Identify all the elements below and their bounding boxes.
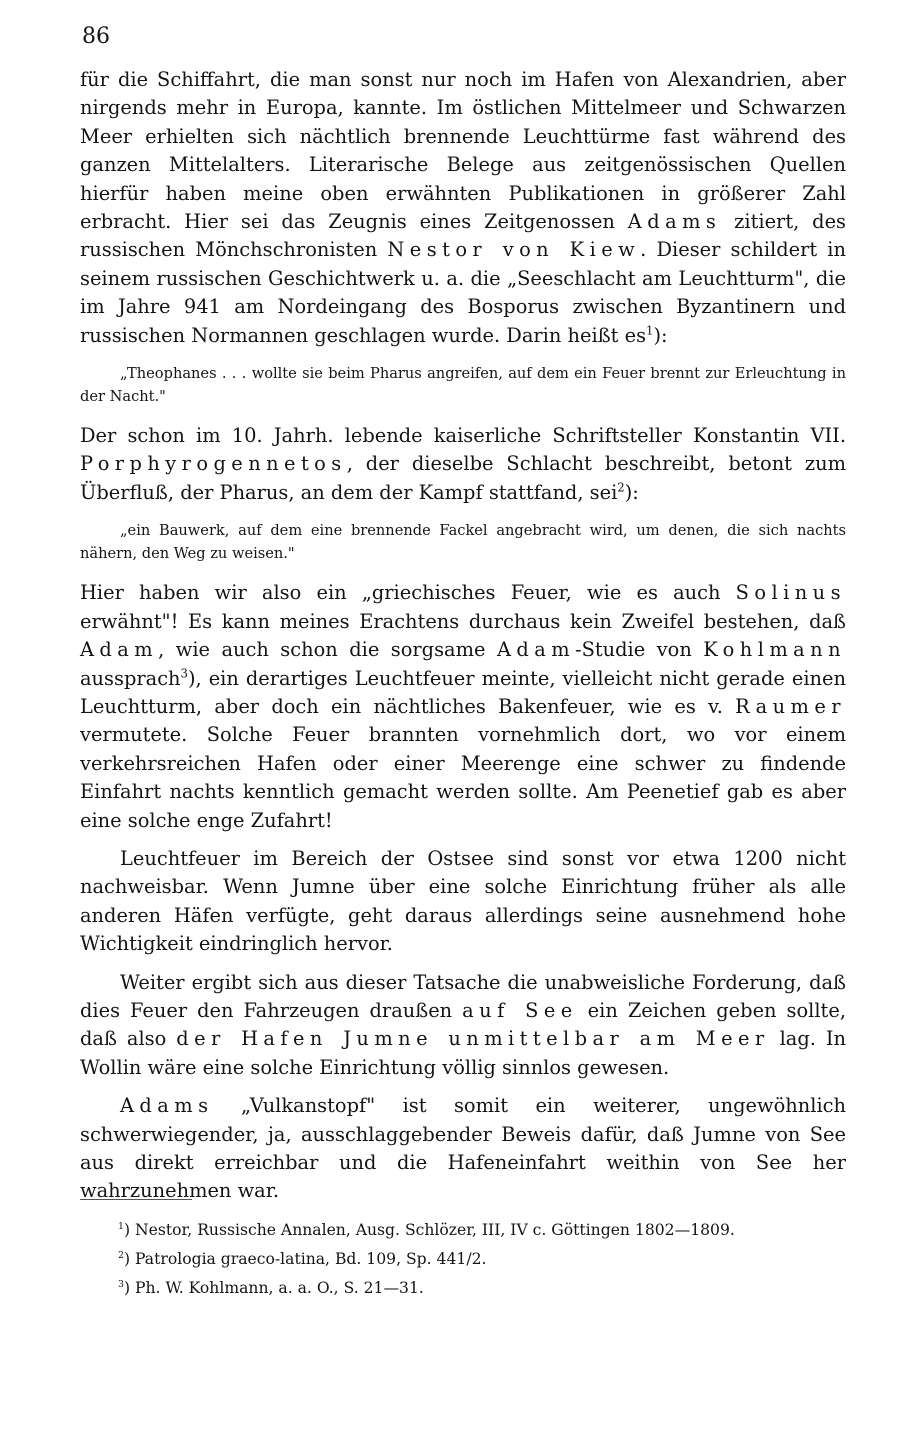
p2-text-a: Der schon im 10. Jahrh. lebende kaiserliche Schriftsteller Konstantin VII. <box>80 424 846 448</box>
footnote-mark-1: 1 <box>118 1220 124 1232</box>
paragraph-3 <box>80 579 846 835</box>
footnote-ref-3: 3 <box>180 666 188 681</box>
paragraph-5 <box>80 969 846 1083</box>
body-text <box>80 66 846 1206</box>
p1-name-nestor: Nestor von Kiew <box>387 238 641 262</box>
p3-text-d: -Studie von <box>575 638 704 662</box>
p6-text-a: „Vulkanstopf" ist somit ein weiterer, ungewöhnlich schwerwiegender, ja, ausschlaggebender Beweis dafür, daß Jumne von See aus direkt erreichbar und die Hafeneinfahrt weithin von See her wahrzunehmen war. <box>80 1094 846 1203</box>
p3-text-e: aussprach <box>80 666 181 690</box>
footnote-text-2: ) Patrologia graeco-latina, Bd. 109, Sp. 441/2. <box>123 1250 487 1268</box>
p1-name-adams: Adams <box>627 210 722 234</box>
p1-text-c: . Dieser schildert in seinem russischen Geschichtwerk u. a. die „Seeschlacht am Leuchtturm", die im Jahre 941 am Nordeingang des Bosporus zwischen Byzantinern und russischen Normannen geschlagen wurde. Darin heißt es <box>80 238 846 347</box>
p3-text-f: ), ein derartiges Leuchtfeuer meinte, vielleicht nicht gerade einen Leuchtturm, aber doch ein nächtliches Bakenfeuer, wie es v. <box>80 666 846 718</box>
footnotes <box>118 1216 848 1303</box>
footnote-3 <box>118 1274 848 1303</box>
p3-name-solinus: Solinus <box>735 581 846 605</box>
footnote-mark-3: 3 <box>118 1278 124 1290</box>
p3-name-raumer: Raumer <box>735 694 846 718</box>
p3-text-c: , wie auch schon die sorgsame <box>158 638 497 662</box>
paragraph-6 <box>80 1092 846 1206</box>
p3-name-kohlmann: Kohlmann <box>703 638 846 662</box>
p1-text-d: ): <box>653 323 668 347</box>
quote-bauwerk: „ein Bauwerk, auf dem eine brennende Fackel angebracht wird, um denen, die sich nachts nähern, den Weg zu weisen." <box>80 522 846 563</box>
footnote-2 <box>118 1245 848 1274</box>
p5-emph-hafen-jumne: der Hafen Jumne unmittelbar am Meer <box>176 1027 770 1051</box>
footnote-text-1: ) Nestor, Russische Annalen, Ausg. Schlözer, III, IV c. Göttingen 1802—1809. <box>123 1221 735 1239</box>
p3-name-adam-2: Adam <box>496 638 576 662</box>
p3-text-g: vermutete. Solche Feuer brannten vornehmlich dort, wo vor einem verkehrsreichen Hafen oder einer Meerenge eine schwer zu findende Einfahrt nachts kenntlich gemacht werden sollte. Am Peenetief gab es aber eine solche enge Zufahrt! <box>80 723 846 832</box>
p5-text-c: lag. In Wollin wäre eine solche Einrichtung völlig sinnlos gewesen. <box>80 1027 847 1079</box>
p2-text-b: , der dieselbe Schlacht beschreibt, betont zum Überfluß, der Pharus, an dem der Kampf stattfand, sei <box>80 452 846 504</box>
page-number: 86 <box>82 24 110 49</box>
footnote-mark-2: 2 <box>118 1249 124 1261</box>
footnote-1 <box>118 1216 848 1245</box>
footnote-ref-1: 1 <box>646 323 654 338</box>
p3-text-b: erwähnt"! Es kann meines Erachtens durchaus kein Zweifel bestehen, daß <box>80 609 846 633</box>
footnote-text-3: ) Ph. W. Kohlmann, a. a. O., S. 21—31. <box>123 1279 424 1297</box>
paragraph-4: Leuchtfeuer im Bereich der Ostsee sind sonst vor etwa 1200 nicht nachweisbar. Wenn Jumne über eine solche Einrichtung früher als alle anderen Häfen verfügte, geht daraus allerdings seine ausnehmend hohe Wichtigkeit eindringlich hervor. <box>80 846 846 956</box>
p2-name-porphyrogennetos: Porphyrogennetos <box>80 452 347 476</box>
footnote-ref-2: 2 <box>617 480 625 495</box>
p6-name-adams: Adams <box>120 1094 214 1118</box>
paragraph-2 <box>80 422 846 507</box>
paragraph-1 <box>80 66 846 350</box>
footnote-divider <box>80 1199 192 1200</box>
p5-text-b: ein Zeichen geben sollte, daß also <box>80 998 846 1051</box>
quote-theophanes: „Theophanes . . . wollte sie beim Pharus angreifen, auf dem ein Feuer brennt zur Erleuchtung in der Nacht." <box>80 365 846 406</box>
p2-text-c: ): <box>624 480 639 504</box>
p5-text-a: Weiter ergibt sich aus dieser Tatsache die unabweisliche Forderung, daß dies Feuer den Fahrzeugen draußen <box>80 970 846 1022</box>
p1-text-b: zitiert, des russischen Mönchschronisten <box>80 210 846 262</box>
p3-name-adam: Adam <box>80 638 159 662</box>
p3-text-a: Hier haben wir also ein „griechisches Feuer, wie es auch <box>80 581 736 605</box>
p1-text-a: für die Schiffahrt, die man sonst nur noch im Hafen von Alexandrien, aber nirgends mehr in Europa, kannte. Im östlichen Mittelmeer und Schwarzen Meer erhielten sich nächtlich brennende Leuchttürme fast während des ganzen Mittelalters. Literarische Belege aus zeitgenössischen Quellen hierfür haben meine oben erwähnten Publikationen in größerer Zahl erbracht. Hier sei das Zeugnis eines Zeitgenossen <box>80 68 846 234</box>
p5-emph-auf-see: auf See <box>462 998 578 1022</box>
